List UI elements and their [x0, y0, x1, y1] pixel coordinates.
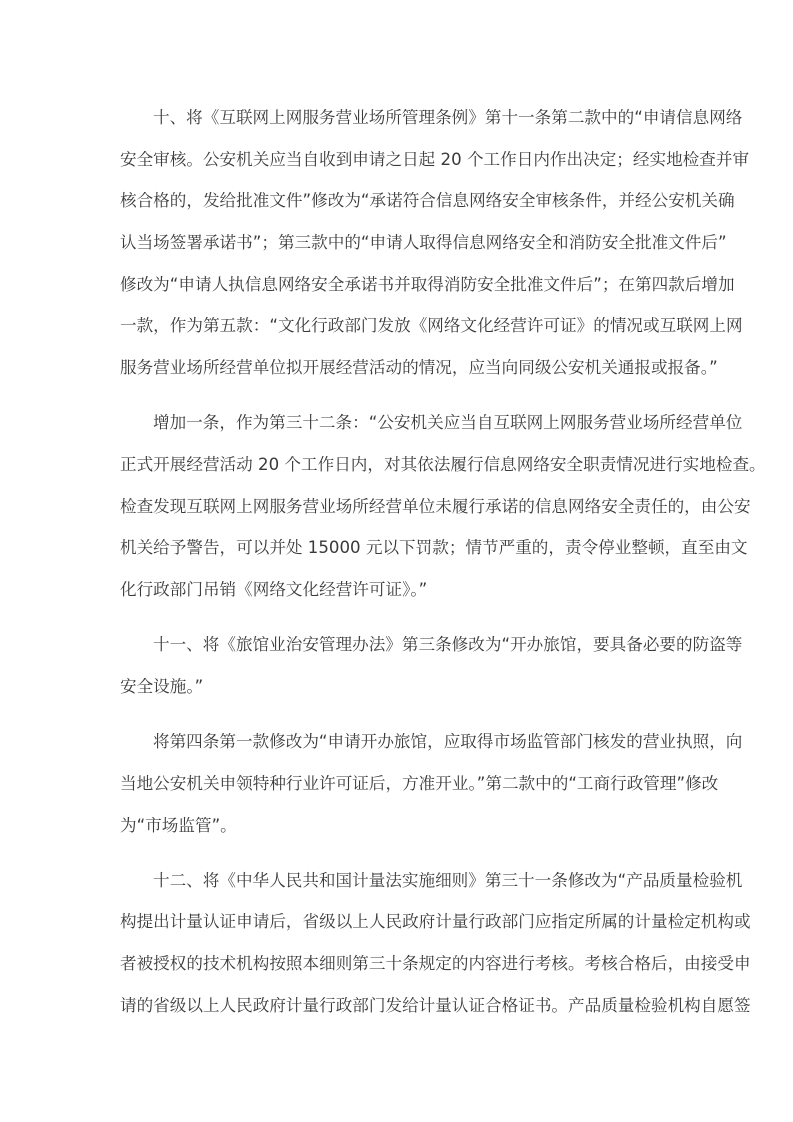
text-line: 请的省级以上人民政府计量行政部门发给计量认证合格证书。产品质量检验机构自愿签 [120, 995, 751, 1015]
text-line: 机关给予警告，可以并处 15000 元以下罚款；情节严重的，责令停业整顿，直至由文 [120, 538, 748, 558]
text-line: 当地公安机关申领特种行业许可证后，方准开业。”第二款中的“工商行政管理”修改 [120, 773, 719, 793]
text-line: 检查发现互联网上网服务营业场所经营单位未履行承诺的信息网络安全责任的，由公安 [120, 496, 751, 516]
document-page [120, 104, 766, 1047]
paragraph [120, 728, 743, 853]
text-line: 将第四条第一款修改为“申请开办旅馆，应取得市场监管部门核发的营业执照，向 [153, 732, 743, 752]
text-line: 正式开展经营活动 20 个工作日内，对其依法履行信息网络安全职责情况进行实地检查。 [120, 455, 766, 474]
text-line: 安全审核。公安机关应当自收到申请之日起 20 个工作日内作出决定；经实地检查并审 [120, 149, 750, 169]
text-line: 服务营业场所经营单位拟开展经营活动的情况，应当向同级公安机关通报或报备。” [120, 358, 718, 378]
text-line: 修改为“申请人执信息网络安全承诺书并取得消防安全批准文件后”；在第四款后增加 [120, 274, 735, 294]
text-line: 十二、将《中华人民共和国计量法实施细则》第三十一条修改为“产品质量检验机 [153, 870, 743, 890]
text-line: 化行政部门吊销《网络文化经营许可证》。” [120, 580, 428, 600]
text-line: 一款，作为第五款：“文化行政部门发放《网络文化经营许可证》的情况或互联网上网 [120, 316, 743, 336]
paragraph [120, 409, 766, 617]
text-line: 增加一条，作为第三十二条：“公安机关应当自互联网上网服务营业场所经营单位 [153, 413, 743, 433]
text-line: 为“市场监管”。 [120, 815, 237, 835]
text-line: 认当场签署承诺书”；第三款中的“申请人取得信息网络安全和消防安全批准文件后” [120, 233, 727, 253]
text-line: 者被授权的技术机构按照本细则第三十条规定的内容进行考核。考核合格后，由接受申 [120, 954, 751, 974]
text-line: 十一、将《旅馆业治安管理办法》第三条修改为“开办旅馆，要具备必要的防盗等 [153, 635, 743, 655]
paragraph [120, 631, 743, 714]
text-line: 核合格的，发给批准文件”修改为“承诺符合信息网络安全审核条件，并经公安机关确 [120, 191, 735, 211]
paragraph [120, 867, 751, 1034]
text-line: 安全设施。” [120, 676, 204, 696]
text-line: 十、将《互联网上网服务营业场所管理条例》第十一条第二款中的“申请信息网络 [153, 108, 743, 127]
text-line: 构提出计量认证申请后，省级以上人民政府计量行政部门应指定所属的计量检定机构或 [120, 912, 751, 932]
paragraph [120, 104, 750, 396]
